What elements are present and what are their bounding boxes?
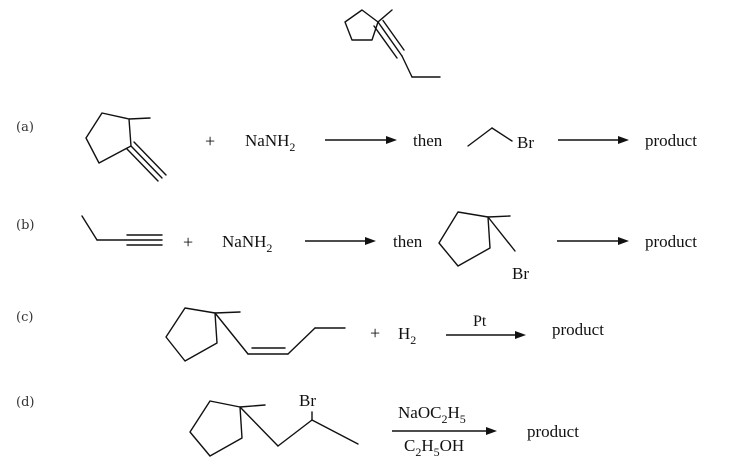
arrow-b2 <box>557 237 629 245</box>
label-a: (a) <box>16 120 34 135</box>
label-c: (c) <box>16 310 34 325</box>
plus-sign: + <box>370 323 381 343</box>
cyclopentyl-alkyne-a <box>86 113 166 181</box>
product-text: product <box>645 232 697 251</box>
product-text: product <box>527 422 579 441</box>
target-molecule <box>345 10 440 77</box>
then-text: then <box>393 232 423 251</box>
label-b: (b) <box>16 218 35 233</box>
butyne <box>82 216 162 245</box>
product-text: product <box>552 320 604 339</box>
bromine-atom: Br <box>517 133 534 152</box>
bromine-atom: Br <box>512 264 529 283</box>
arrow-d <box>392 427 497 435</box>
solvent-etoh: $C_2H_5OH$ <box>404 436 465 459</box>
reagent-nanh2: NaNH$_2$ <box>222 232 273 255</box>
arrow-b1 <box>305 237 376 245</box>
reagent-h2: $H_2$ <box>398 324 417 347</box>
methylcyclopentyl-bromide <box>439 212 515 266</box>
bromoalkane <box>190 401 358 456</box>
arrow-c <box>446 331 526 339</box>
cis-alkene <box>166 308 345 361</box>
label-d: (d) <box>16 395 35 410</box>
arrow-a2 <box>558 136 629 144</box>
ethyl-bromide <box>468 128 512 146</box>
plus-sign: + <box>183 232 194 252</box>
reagent-nanh2: NaNH$_2$ <box>245 131 296 154</box>
product-text: product <box>645 131 697 150</box>
arrow-a1 <box>325 136 397 144</box>
reagent-naoet: $NaOC_2H_5$ <box>398 403 466 426</box>
then-text: then <box>413 131 443 150</box>
plus-sign: + <box>205 131 216 151</box>
bromine-atom: Br <box>299 391 316 410</box>
catalyst-pt: Pt <box>473 313 487 330</box>
